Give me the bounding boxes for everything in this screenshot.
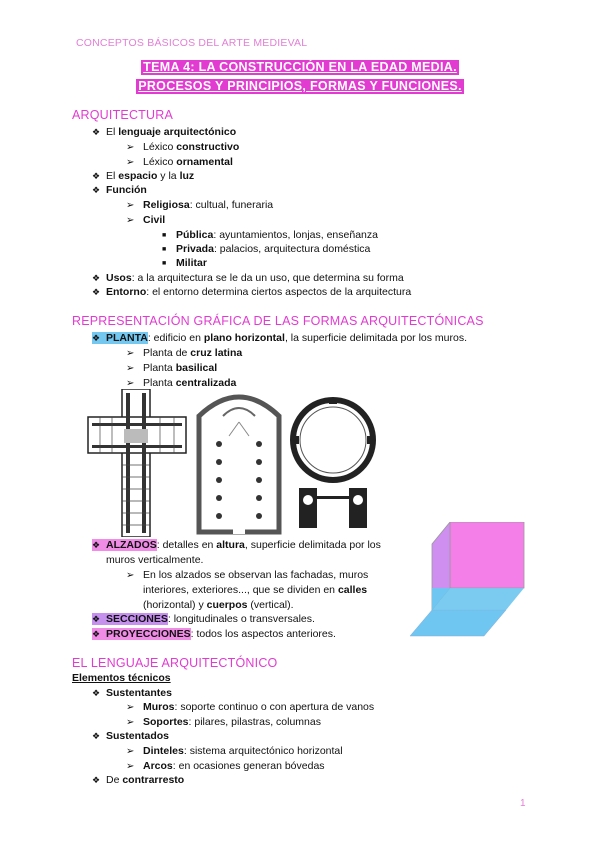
list-item: ➢ Civil	[126, 214, 166, 226]
document-header: CONCEPTOS BÁSICOS DEL ARTE MEDIEVAL	[76, 37, 308, 49]
list-item: ➢ Planta centralizada	[126, 377, 237, 389]
list-item: ■ Militar	[162, 257, 207, 269]
list-item: ❖ SECCIONES: longitudinales o transversales.	[92, 613, 315, 625]
list-item: ➢ Léxico ornamental	[126, 156, 233, 168]
list-item: ❖ Entorno: el entorno determina ciertos aspectos de la arquitectura	[92, 286, 412, 298]
section-lenguaje-heading: EL LENGUAJE ARQUITECTÓNICO	[72, 656, 278, 670]
title-line-1: TEMA 4: LA CONSTRUCCIÓN EN LA EDAD MEDIA.	[143, 60, 457, 74]
plan-centralized-image	[287, 392, 379, 530]
list-item: ❖ De contrarresto	[92, 774, 185, 786]
plan-latin-cross-image	[86, 389, 188, 537]
list-item: ➢ Religiosa: cultual, funeraria	[126, 199, 274, 211]
list-item: ❖ Función	[92, 184, 147, 196]
page-title	[0, 58, 600, 96]
list-item: ➢ Planta basilical	[126, 362, 218, 374]
list-item: interiores, exteriores..., que se dividen en calles	[143, 584, 368, 596]
page-number: 1	[520, 798, 526, 809]
section-representacion-heading: REPRESENTACIÓN GRÁFICA DE LAS FORMAS ARQUITECTÓNICAS	[72, 314, 484, 328]
list-item: ❖ Sustentantes	[92, 687, 172, 699]
section-arquitectura-heading: ARQUITECTURA	[72, 108, 174, 122]
list-item: ➢ Léxico constructivo	[126, 141, 240, 153]
list-item: (horizontal) y cuerpos (vertical).	[143, 599, 294, 611]
plan-basilica-image	[193, 386, 285, 536]
list-item: ❖ PLANTA: edificio en plano horizontal, la superficie delimitada por los muros.	[92, 332, 468, 344]
list-item: ➢ Muros: soporte continuo o con apertura de vanos	[126, 701, 375, 713]
list-item: ➢ En los alzados se observan las fachadas, muros	[126, 569, 369, 581]
list-item: ❖ El lenguaje arquitectónico	[92, 126, 237, 138]
list-item: ❖ ALZADOS: detalles en altura, superficie delimitada por los	[92, 539, 381, 551]
list-item: ■ Pública: ayuntamientos, lonjas, enseñanza	[162, 229, 378, 241]
subheading-elementos: Elementos técnicos	[72, 672, 171, 684]
projection-planes-image	[410, 522, 534, 638]
list-item: ❖ Usos: a la arquitectura se le da un uso, que determina su forma	[92, 272, 404, 284]
list-item: ■ Privada: palacios, arquitectura doméstica	[162, 243, 371, 255]
list-item: ➢ Dinteles: sistema arquitectónico horizontal	[126, 745, 343, 757]
list-item: ➢ Planta de cruz latina	[126, 347, 243, 359]
list-item: ➢ Arcos: en ocasiones generan bóvedas	[126, 760, 325, 772]
list-item: ➢ Soportes: pilares, pilastras, columnas	[126, 716, 321, 728]
list-item: muros verticalmente.	[106, 554, 204, 566]
list-item: ❖ El espacio y la luz	[92, 170, 195, 182]
list-item: ❖ PROYECCIONES: todos los aspectos anteriores.	[92, 628, 336, 640]
title-line-2: PROCESOS Y PRINCIPIOS, FORMAS Y FUNCIONES.	[138, 79, 462, 93]
list-item: ❖ Sustentados	[92, 730, 170, 742]
